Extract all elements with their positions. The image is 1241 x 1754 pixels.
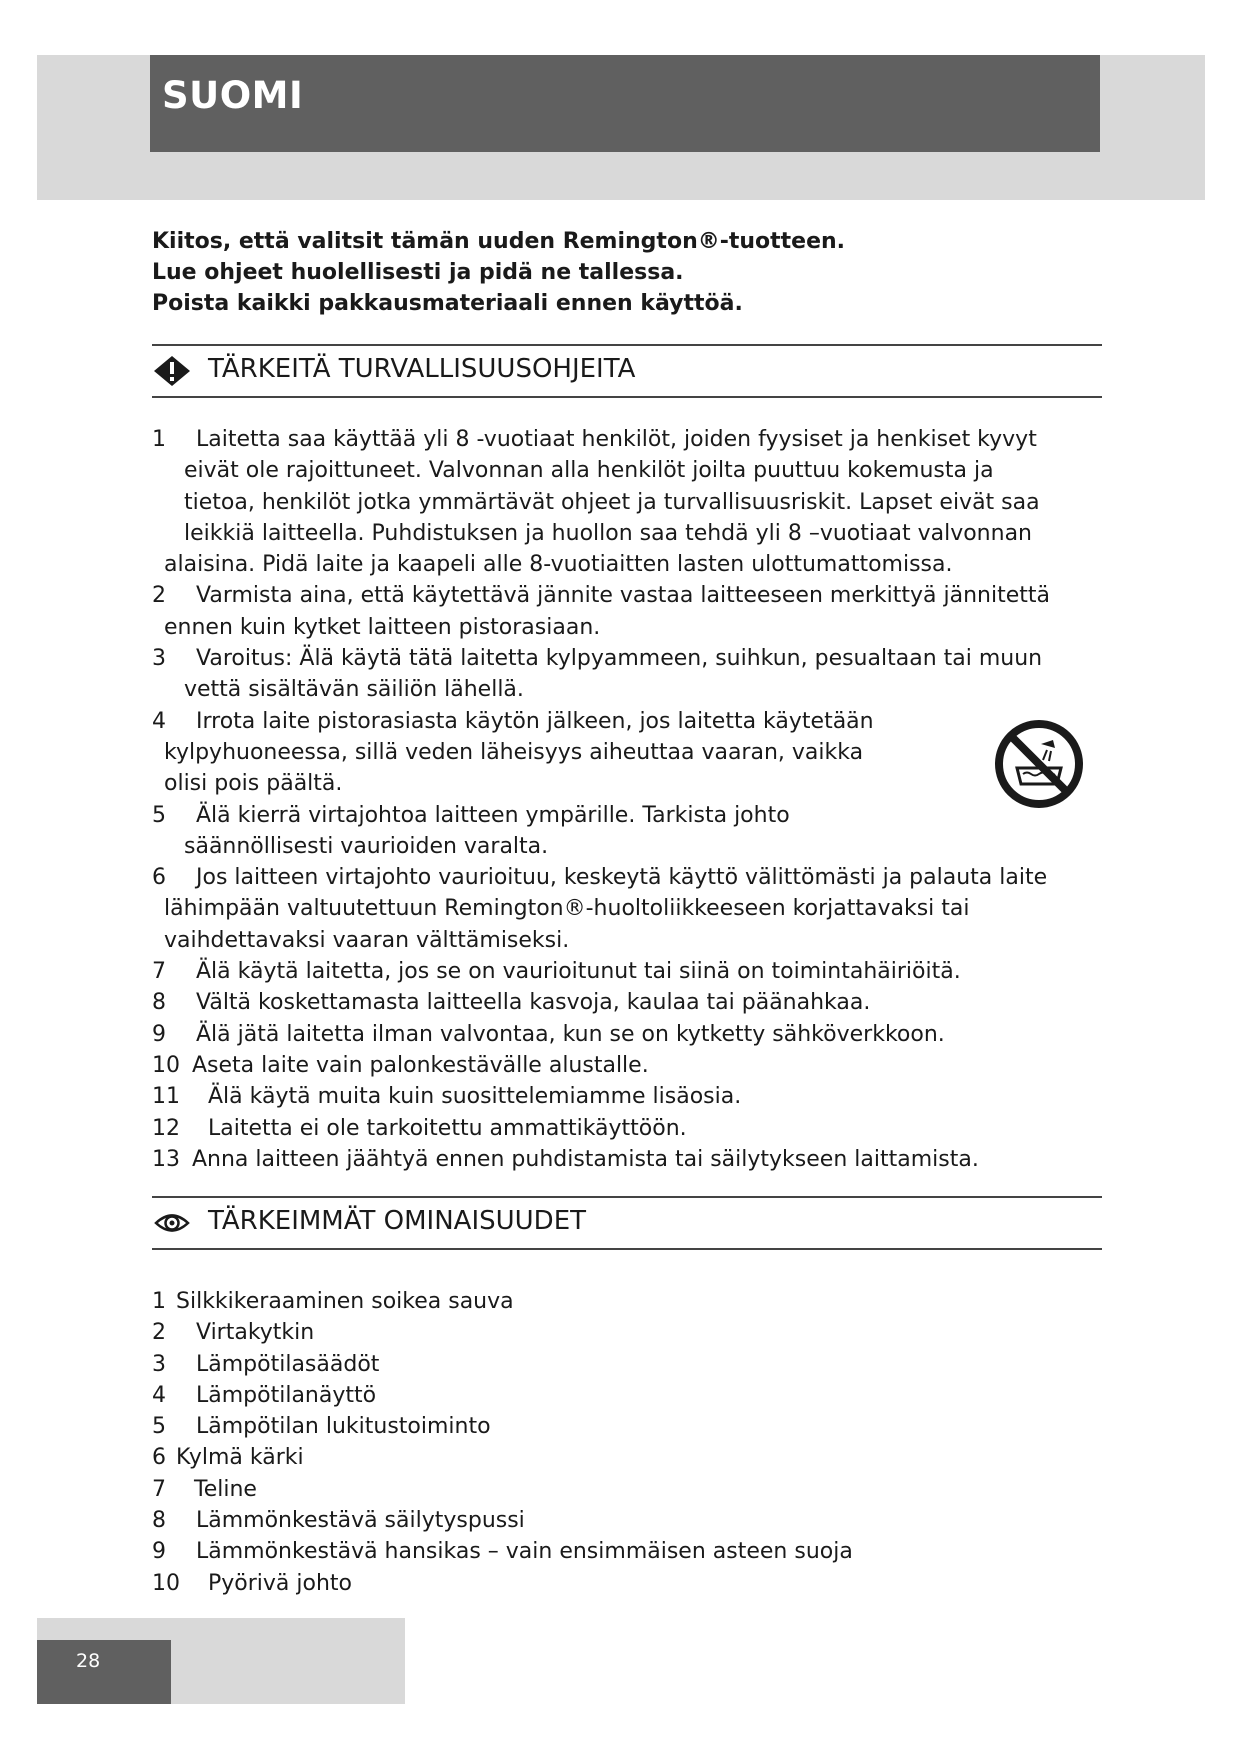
item-number: 9: [152, 1021, 166, 1047]
list-item: [152, 1113, 1152, 1144]
item-text: Teline: [194, 1476, 257, 1502]
list-item: [152, 1081, 1152, 1112]
item-text: Pyörivä johto: [208, 1570, 352, 1596]
item-text: Älä kierrä virtajohtoa laitteen ympärille. Tarkista johto: [196, 802, 790, 828]
item-number: 3: [152, 1351, 166, 1377]
list-item: [152, 1505, 1052, 1536]
no-use-near-water-icon: [993, 718, 1085, 810]
features-title: TÄRKEIMMÄT OMINAISUUDET: [208, 1206, 587, 1236]
list-item: [152, 1442, 1052, 1473]
item-text: Virtakytkin: [196, 1320, 315, 1346]
intro-line: Lue ohjeet huolellisesti ja pidä ne tallessa.: [152, 260, 684, 285]
item-text: Varmista aina, että käytettävä jännite vastaa laitteeseen merkittyä jännitettä: [196, 583, 1050, 609]
intro-line: Kiitos, että valitsit tämän uuden Remington®-tuotteen.: [152, 229, 846, 254]
item-number: 7: [152, 1476, 166, 1502]
item-text: vaihdettavaksi vaaran välttämiseksi.: [164, 927, 570, 953]
list-item: [152, 1144, 1152, 1175]
item-text: kylpyhuoneessa, sillä veden läheisyys aiheuttaa vaaran, vaikka: [164, 739, 864, 765]
eye-icon: [154, 1208, 190, 1238]
item-number: 6: [152, 1445, 166, 1471]
item-text: Vältä koskettamasta laitteella kasvoja, kaulaa tai päänahkaa.: [196, 990, 871, 1016]
item-text: olisi pois päältä.: [164, 771, 343, 797]
list-item: [152, 987, 1152, 1018]
item-number: 13: [152, 1146, 180, 1172]
item-number: 5: [152, 1414, 166, 1440]
language-title: SUOMI: [162, 74, 304, 117]
item-text: säännöllisesti vaurioiden varalta.: [184, 833, 549, 859]
item-number: 10: [152, 1570, 180, 1596]
item-number: 1: [152, 1289, 166, 1314]
list-item: [152, 1019, 1152, 1050]
page-number: 28: [76, 1650, 101, 1672]
item-text: Älä jätä laitetta ilman valvontaa, kun se on kytketty sähköverkkoon.: [196, 1021, 945, 1047]
item-text: Älä käytä muita kuin suosittelemiamme lisäosia.: [208, 1084, 742, 1110]
item-text: Silkkikeraaminen soikea sauva: [176, 1289, 514, 1314]
item-number: 8: [152, 990, 166, 1016]
item-text: Lämmönkestävä hansikas – vain ensimmäisen asteen suoja: [196, 1539, 853, 1565]
item-text: ennen kuin kytket laitteen pistorasiaan.: [164, 614, 601, 640]
item-number: 4: [152, 1382, 166, 1408]
item-number: 6: [152, 865, 166, 891]
item-text: Irrota laite pistorasiasta käytön jälkeen, jos laitetta käytetään: [196, 708, 874, 734]
list-item: [152, 643, 1152, 706]
item-text: Lämmönkestävä säilytyspussi: [196, 1508, 525, 1534]
item-text: Lämpötilanäyttö: [196, 1382, 377, 1408]
item-text: tietoa, henkilöt jotka ymmärtävät ohjeet ja turvallisuusriskit. Lapset eivät saa: [184, 489, 1040, 515]
safety-section-heading: [152, 344, 1102, 398]
intro-text: [152, 226, 1102, 319]
features-section-heading: [152, 1196, 1102, 1250]
item-text: eivät ole rajoittuneet. Valvonnan alla henkilöt joilta puuttuu kokemusta ja: [184, 458, 994, 484]
item-number: 8: [152, 1508, 166, 1534]
item-number: 9: [152, 1539, 166, 1565]
item-number: 5: [152, 802, 166, 828]
item-text: Laitetta saa käyttää yli 8 -vuotiaat henkilöt, joiden fyysiset ja henkiset kyvyt: [196, 427, 1037, 452]
list-item: [152, 1474, 1052, 1505]
page-number-box: [37, 1640, 171, 1704]
item-text: lähimpään valtuutettuun Remington®-huoltoliikkeeseen korjattavaksi tai: [164, 896, 970, 922]
item-number: 7: [152, 959, 166, 985]
item-text: Aseta laite vain palonkestävälle alustalle.: [192, 1052, 649, 1078]
item-number: 2: [152, 583, 166, 609]
item-text: Varoitus: Älä käytä tätä laitetta kylpyammeen, suihkun, pesualtaan tai muun: [196, 646, 1043, 672]
item-text: Laitetta ei ole tarkoitettu ammattikäyttöön.: [208, 1115, 687, 1141]
item-text: Anna laitteen jäähtyä ennen puhdistamista tai säilytykseen laittamista.: [192, 1146, 979, 1172]
item-number: 12: [152, 1115, 180, 1141]
item-text: Jos laitteen virtajohto vaurioituu, keskeytä käyttö välittömästi ja palauta laite: [196, 865, 1048, 891]
list-item: [152, 956, 1152, 987]
list-item: [152, 1349, 1052, 1380]
list-item: [152, 1286, 1052, 1317]
item-text: leikkiä laitteella. Puhdistuksen ja huollon saa tehdä yli 8 –vuotiaat valvonnan: [184, 520, 1032, 546]
item-number: 10: [152, 1052, 180, 1078]
item-text: Älä käytä laitetta, jos se on vaurioitunut tai siinä on toimintahäiriöitä.: [196, 959, 961, 985]
list-item: [152, 1317, 1052, 1348]
item-text: Lämpötilan lukitustoiminto: [196, 1414, 491, 1440]
list-item: [152, 424, 1152, 580]
item-number: 1: [152, 427, 166, 452]
item-number: 4: [152, 708, 166, 734]
item-text: Kylmä kärki: [176, 1445, 304, 1471]
item-text: alaisina. Pidä laite ja kaapeli alle 8-vuotiaitten lasten ulottumattomissa.: [164, 552, 953, 578]
list-item: [152, 1411, 1052, 1442]
safety-title: TÄRKEITÄ TURVALLISUUSOHJEITA: [208, 354, 636, 384]
item-number: 2: [152, 1320, 166, 1346]
item-text: Lämpötilasäädöt: [196, 1351, 380, 1377]
warning-diamond-icon: [154, 356, 190, 386]
features-list: [152, 1286, 1052, 1599]
list-item: [152, 580, 1152, 643]
list-item: [152, 1536, 1052, 1567]
intro-line: Poista kaikki pakkausmateriaali ennen käyttöä.: [152, 291, 743, 316]
list-item: [152, 1380, 1052, 1411]
list-item: [152, 862, 1152, 956]
item-number: 11: [152, 1084, 180, 1110]
item-text: vettä sisältävän säiliön lähellä.: [184, 677, 524, 703]
list-item: [152, 1050, 1152, 1081]
list-item: [152, 1568, 1052, 1599]
item-number: 3: [152, 646, 166, 672]
